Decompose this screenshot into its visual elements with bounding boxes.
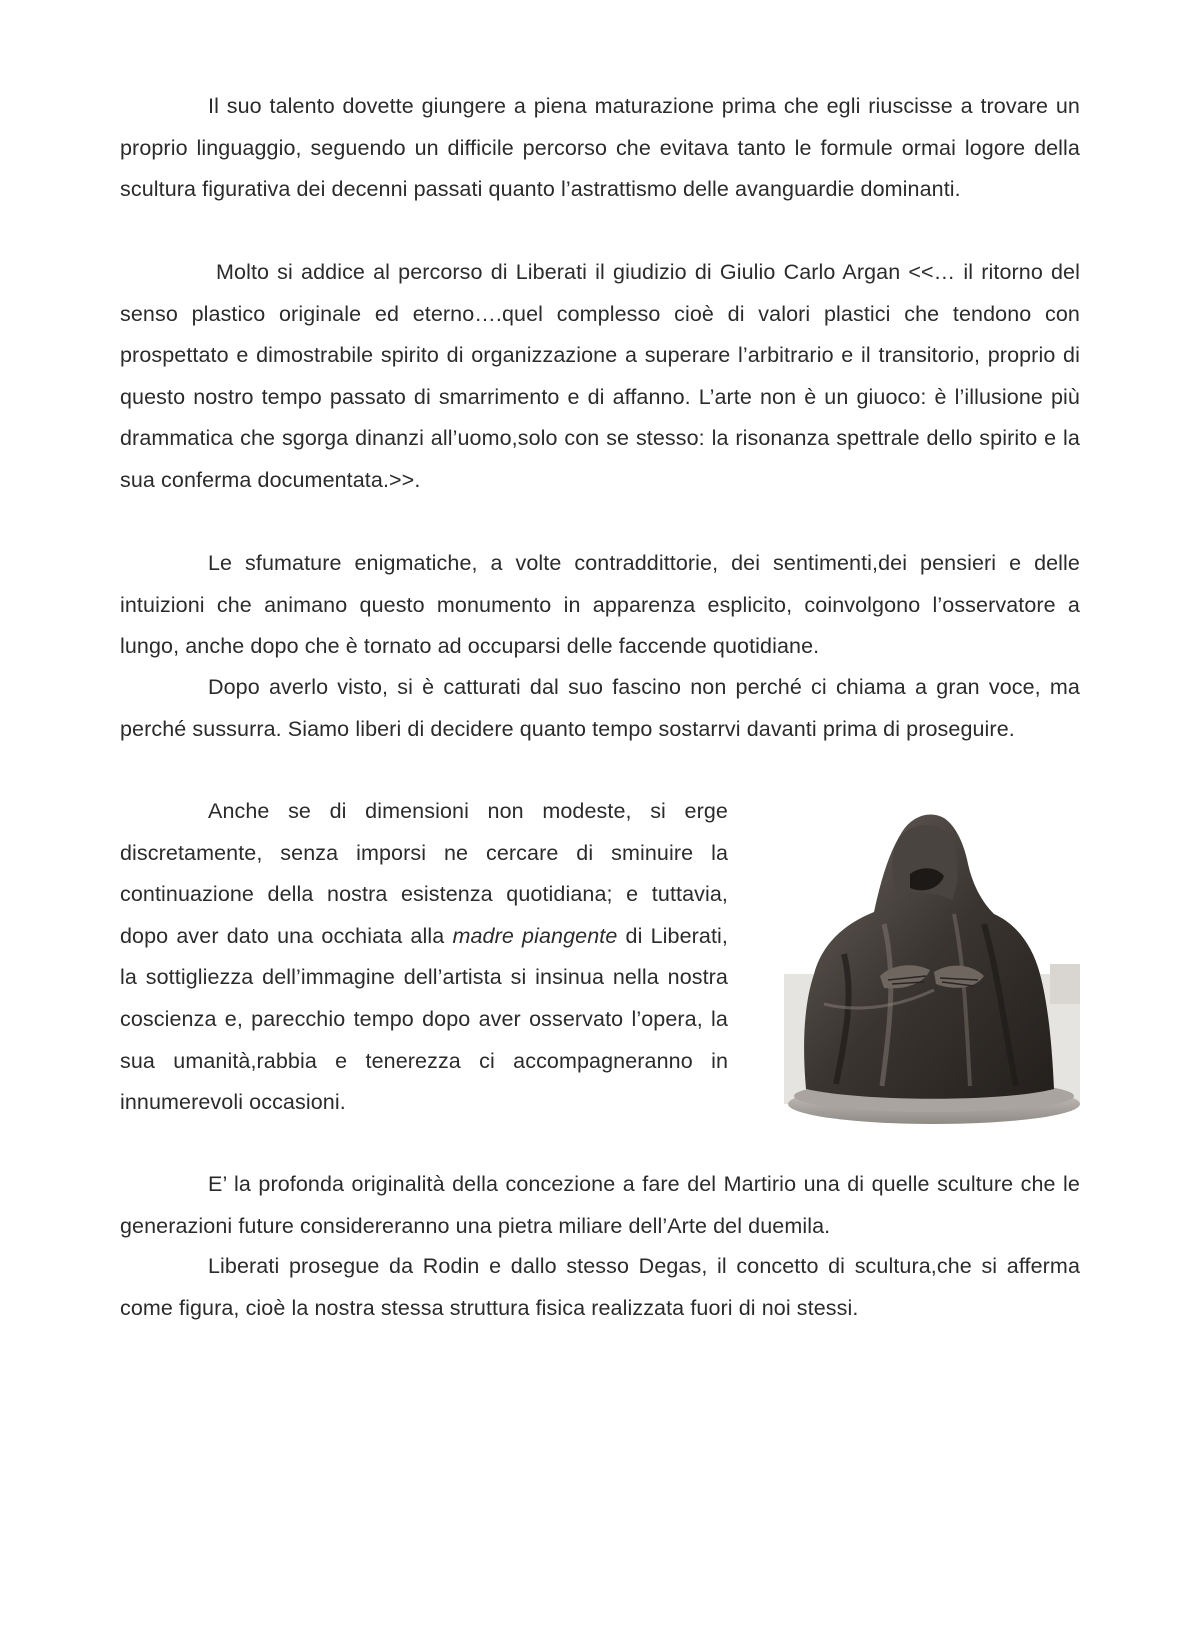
paragraph-dimensioni-after: di Liberati, la sottigliezza dell’immagine dell’artista si insinua nella nostra coscienza e, parecchio tempo dopo aver osservato l’opera, la sua umanità,rabbia e tenerezza ci accompagneranno in innumerevoli occasioni. [120, 923, 728, 1115]
paragraph-argan-quote: Molto si addice al percorso di Liberati il giudizio di Giulio Carlo Argan <<… il ritorno del senso plastico originale ed eterno….quel complesso cioè di valori plastici che tendono con prospettato e dimostrabile spirito di organizzazione a superare l’arbitrario e il transitorio, proprio di questo nostro tempo passato di smarrimento e di affanno. L’arte non è un giuoco: è l’illusione più drammatica che sgorga dinanzi all’uomo,solo con se stesso: la risonanza spettrale dello spirito e la sua conferma documentata.>>. [120, 260, 1080, 492]
paragraph-dimensioni [120, 791, 728, 1124]
paragraph-dimensioni-before: Anche se di dimensioni non modeste, si erge discretamente, senza imporsi ne cercare di sminuire la continuazione della nostra esistenza quotidiana; e tuttavia, dopo aver dato una occhiata alla [120, 799, 728, 948]
paragraph-rodin-degas: Liberati prosegue da Rodin e dallo stesso Degas, il concetto di scultura,che si afferma come figura, cioè la nostra stessa struttura fisica realizzata fuori di noi stessi. [120, 1254, 1080, 1320]
paragraph-talento: Il suo talento dovette giungere a piena maturazione prima che egli riuscisse a trovare un proprio linguaggio, seguendo un difficile percorso che evitava tanto le formule ormai logore della scultura figurativa dei decenni passati quanto l’astrattismo delle avanguardie dominanti. [120, 94, 1080, 202]
italic-madre-piangente: madre piangente [452, 923, 618, 948]
paragraph-originalita: E’ la profonda originalità della concezione a fare del Martirio una di quelle sculture che le generazioni future considereranno una pietra miliare dell’Arte del duemila. [120, 1172, 1080, 1238]
paragraph-fascino: Dopo averlo visto, si è catturati dal suo fascino non perché ci chiama a gran voce, ma perché sussurra. Siamo liberi di decidere quanto tempo sostarrvi davanti prima di proseguire. [120, 675, 1080, 741]
sculpture-photo [784, 804, 1080, 1134]
paragraph-sfumature: Le sfumature enigmatiche, a volte contraddittorie, dei sentimenti,dei pensieri e delle intuizioni che animano questo monumento in apparenza esplicito, coinvolgono l’osservatore a lungo, anche dopo che è tornato ad occuparsi delle faccende quotidiane. [120, 551, 1080, 659]
